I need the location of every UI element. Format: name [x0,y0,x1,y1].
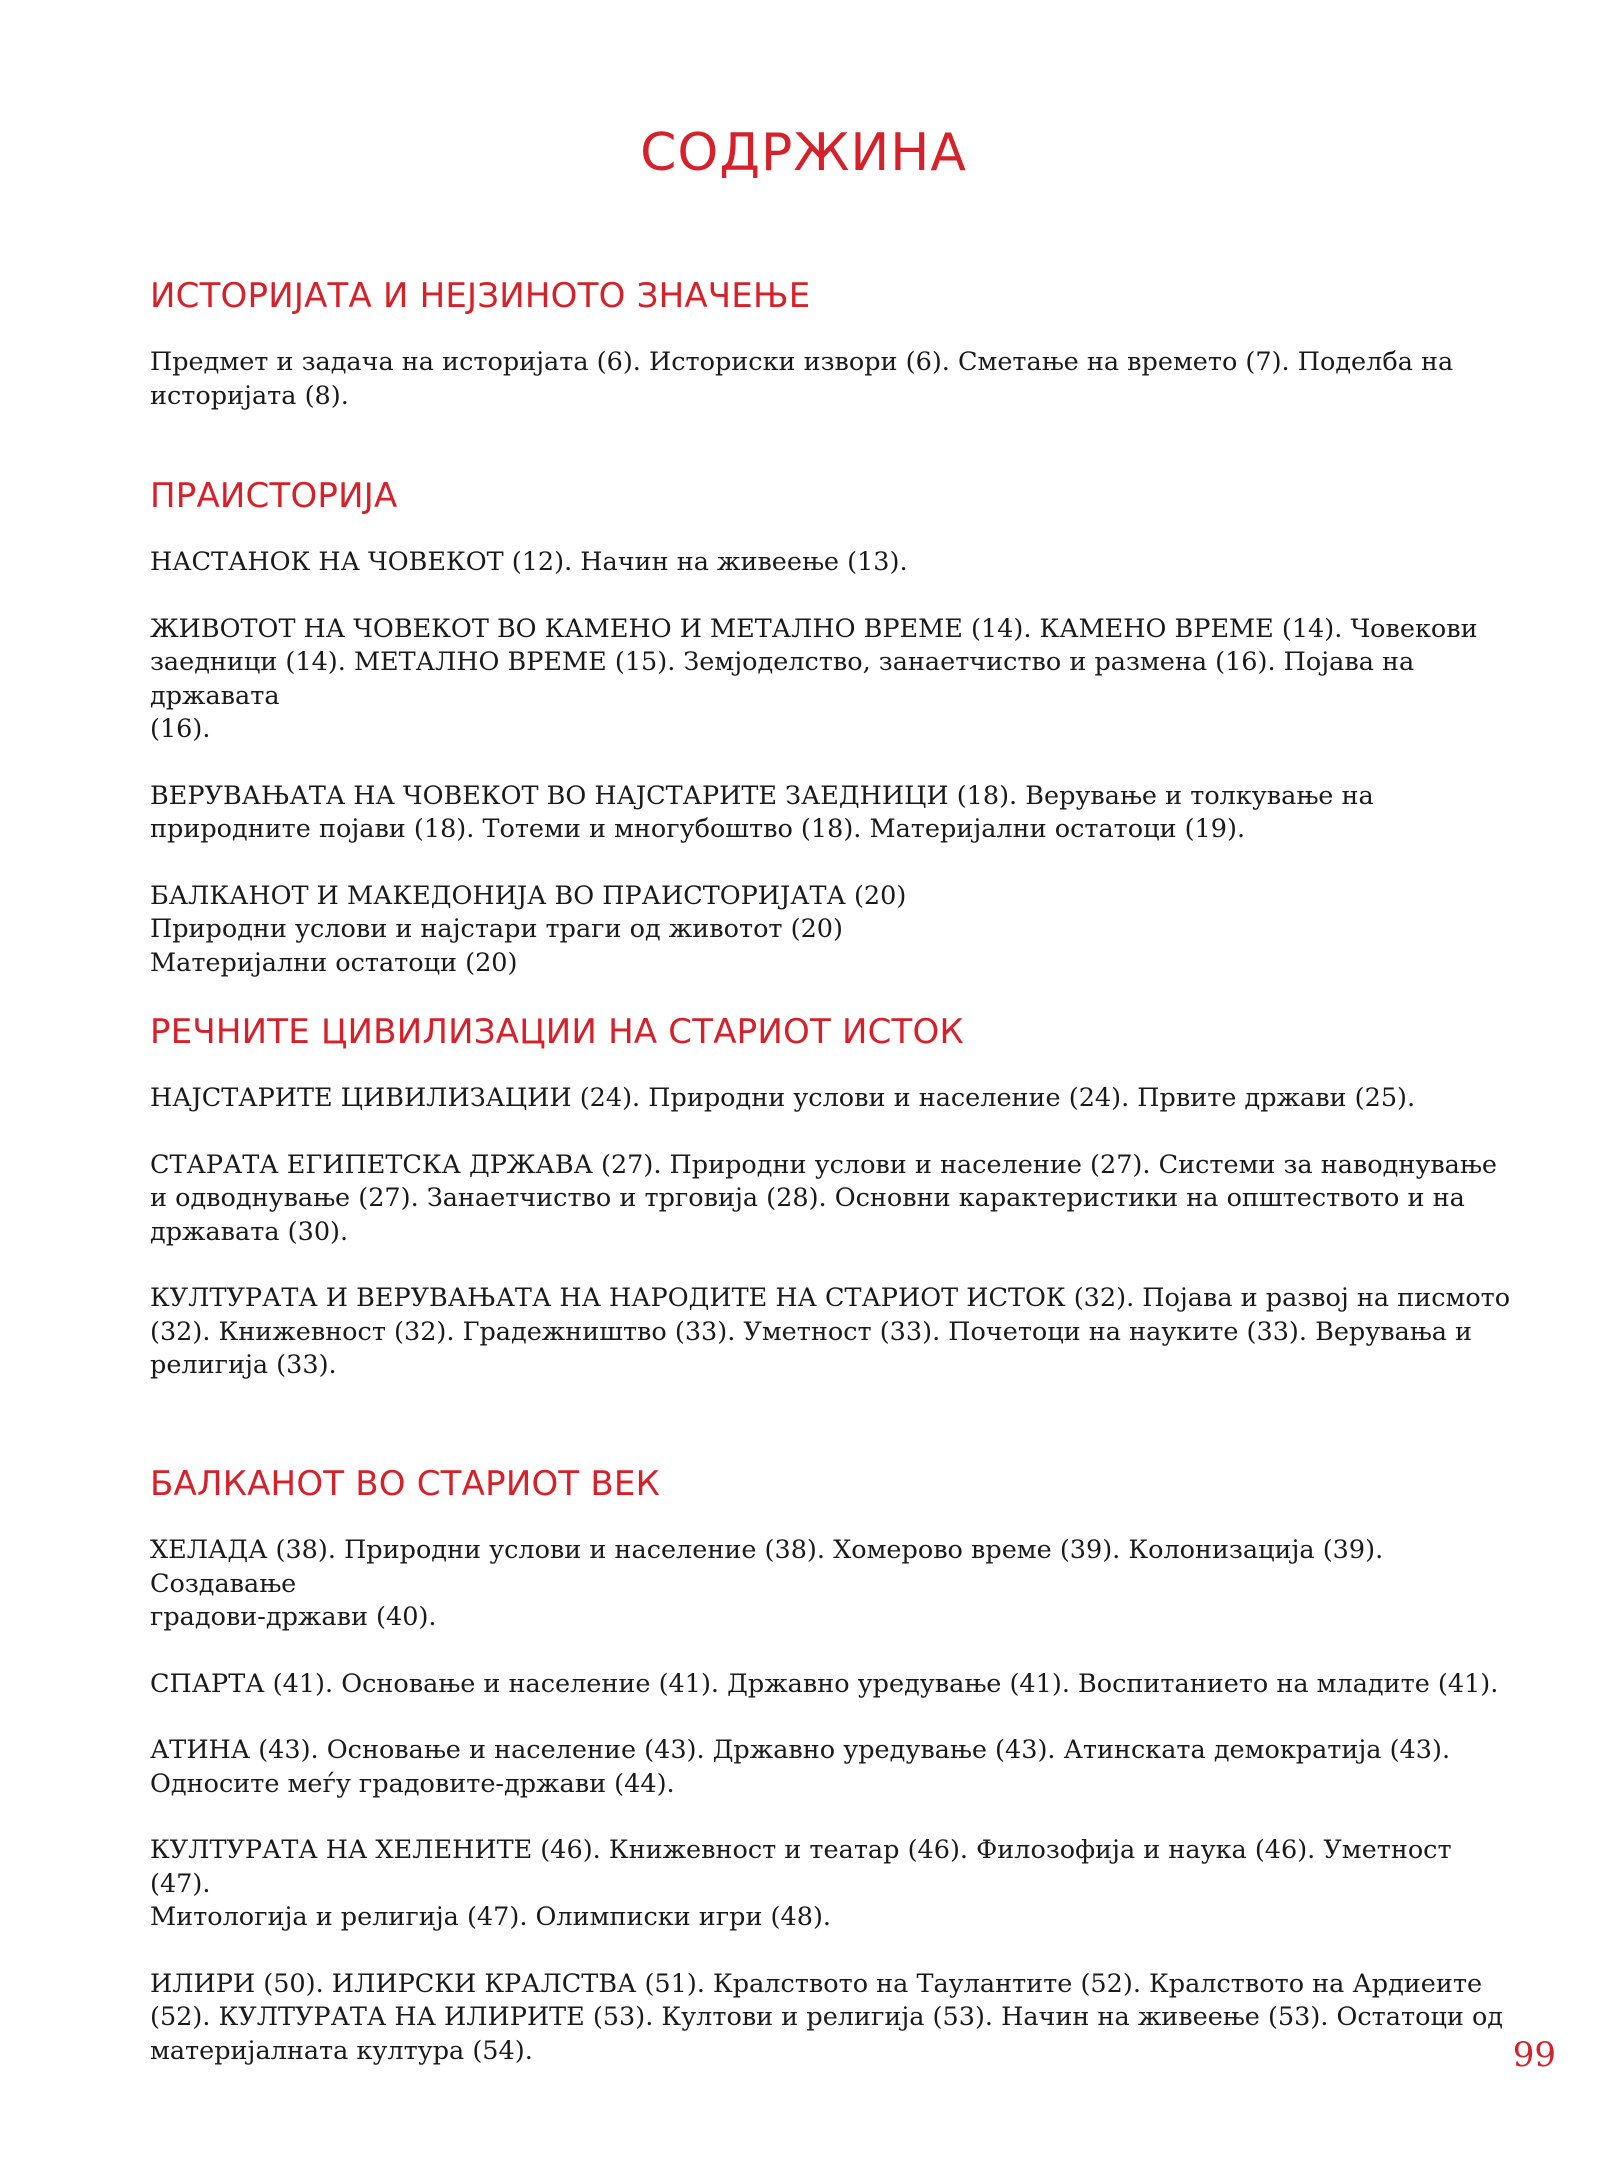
page-number: 99 [1512,2035,1556,2075]
section-paragraph: СПАРТА (41). Основање и население (41). Државно уредување (41). Воспитанието на младите (41). [150,1668,1499,1699]
page-title: СОДРЖИНА [640,123,967,183]
section-paragraph: Предмет и задача на историјата (6). Историски извори (6). Сметање на времето (7). Поделба на историјата (8). [150,347,1454,411]
section-paragraph: КУЛТУРАТА НА ХЕЛЕНИТЕ (46). Книжевност и театар (46). Филозофија и наука (46). Уметност (47). Митологија и религија (47). Олимписки игри (48). [150,1835,1452,1932]
section-heading: РЕЧНИТЕ ЦИВИЛИЗАЦИИ НА СТАРИОТ ИСТОК [150,1012,964,1052]
section-paragraph: СТАРАТА ЕГИПЕТСКА ДРЖАВА (27). Природни услови и население (27). Системи за наводнување и одводнување (27). Занаетчиство и трговија (28). Основни карактеристики на општеството и на државата (30). [150,1149,1497,1247]
section-prehistory [150,474,1520,980]
section-paragraph: АТИНА (43). Основање и население (43). Државно уредување (43). Атинската демократија (43). Односите меѓу градовите-држави (44). [150,1735,1451,1799]
section-heading: ИСТОРИЈАТА И НЕЈЗИНОТО ЗНАЧЕЊЕ [150,276,811,316]
section-balkans-antiquity [150,1462,1520,2068]
section-paragraph: ВЕРУВАЊАТА НА ЧОВЕКОТ ВО НАЈСТАРИТЕ ЗАЕДНИЦИ (18). Верување и толкување на природните појави (18). Тотеми и многубоштво (18). Материјални остатоци (19). [150,780,1374,844]
section-history-significance [150,274,1520,413]
section-paragraph: КУЛТУРАТА И ВЕРУВАЊАТА НА НАРОДИТЕ НА СТАРИОТ ИСТОК (32). Појава и развој на писмото (32). Книжевност (32). Градежништво (33). Уметност (33). Почетоци на науките (33). Верувања и религија (33). [150,1283,1511,1380]
section-paragraph: ЖИВОТОТ НА ЧОВЕКОТ ВО КАМЕНО И МЕТАЛНО ВРЕМЕ (14). КАМЕНО ВРЕМЕ (14). Човекови заедници (14). МЕТАЛНО ВРЕМЕ (15). Земјоделство, занаетчиство и размена (16). Појава на државата (16). [150,613,1478,744]
section-paragraph: ХЕЛАДА (38). Природни услови и население (38). Хомерово време (39). Колонизација (39). Создавање градови-држави (40). [150,1535,1384,1632]
section-paragraph: НАЈСТАРИТЕ ЦИВИЛИЗАЦИИ (24). Природни услови и население (24). Првите држави (25). [150,1083,1416,1113]
section-paragraph: НАСТАНОК НА ЧОВЕКОТ (12). Начин на живеење (13). [150,547,908,577]
section-heading: ПРАИСТОРИЈА [150,476,398,516]
section-paragraph: БАЛКАНОТ И МАКЕДОНИЈА ВО ПРАИСТОРИЈАТА (20) Природни услови и најстари траги од животот (20) Материјални остатоци (20) [150,880,907,978]
section-river-civilizations [150,1010,1520,1383]
section-heading: БАЛКАНОТ ВО СТАРИОТ ВЕК [150,1464,660,1504]
section-paragraph: ИЛИРИ (50). ИЛИРСКИ КРАЛСТВА (51). Кралството на Таулантите (52). Кралството на Ардиеите (52). КУЛТУРАТА НА ИЛИРИТЕ (53). Култови и религија (53). Начин на живеење (53). Остатоци од материјалната култура (54). [150,1968,1504,2066]
